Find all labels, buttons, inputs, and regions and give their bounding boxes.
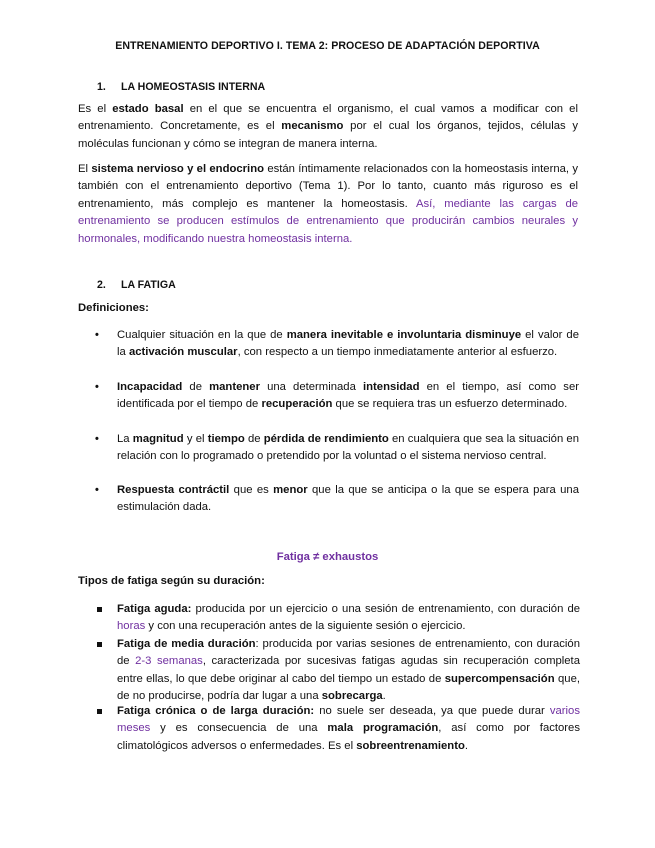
homeostasis-paragraph-2: El sistema nervioso y el endocrino están íntimamente relacionados con la homeostasis interna, y también con el entrenamiento deportivo (Tema 1). Por lo tanto, cuanto más riguroso es el entrenamiento, más complejo es mantener la homeostasis. Así, mediante las cargas de entrenamiento se producen estímulos de entrenamiento que producirán cambios neurales y hormonales, modificando nuestra homeostasis interna.	[78, 163, 579, 245]
fatigue-note: Fatiga ≠ exhaustos	[276, 551, 379, 563]
homeostasis-paragraph-1: Es el estado basal en el que se encuentra el organismo, el cual vamos a modificar con el entrenamiento. Concretamente, es el mecanismo por el cual los órganos, tejidos, células y moléculas funcionan y cómo se integran de manera interna.	[78, 103, 578, 150]
square-bullet-icon	[97, 642, 102, 647]
section-2-title: LA FATIGA	[121, 279, 176, 291]
section-1-heading	[97, 81, 265, 93]
section-2-heading	[97, 279, 176, 291]
highlighted-text: Así, mediante las cargas de entrenamiento se producen estímulos de entrenamiento que producirán cambios neurales y hormonales, modificando nuestra homeostasis interna.	[78, 197, 579, 245]
definitions-label: Definiciones:	[78, 302, 149, 314]
bullet-icon: •	[95, 484, 99, 496]
bullet-icon: •	[95, 381, 99, 393]
bullet-icon: •	[95, 329, 99, 341]
section-2-number: 2.	[97, 279, 106, 291]
section-1-title: LA HOMEOSTASIS INTERNA	[121, 81, 266, 93]
square-bullet-icon	[97, 709, 102, 714]
square-bullet-icon	[97, 607, 102, 612]
fatigue-types-label: Tipos de fatiga según su duración:	[78, 575, 265, 587]
document-page: ENTRENAMIENTO DEPORTIVO I. TEMA 2: PROCESO DE ADAPTACIÓN DEPORTIVA 1. LA HOMEOSTASIS INTERNA Es el estado basal en el que se encuentra el organismo, el cual vamos a modificar con el entrenamiento. Concretamente, es el mecanismo por el cual los órganos, tejidos, células y moléculas funcionan y cómo se integran de manera interna. El sistema nervioso y el endocrino están íntimamente relacionados con la homeostasis interna, y también con el entrenamiento deportivo (Tema 1). Por lo tanto, cuanto más riguroso es el entrenamiento, más complejo es mantener la homeostasis. Así, mediante las cargas de entrenamiento se producen estímulos de entrenamiento que producirán cambios neurales y hormonales, modificando nuestra homeostasis interna. 2. LA FATIGA Definiciones: • Cualquier situación en la que de manera inevitable e involuntaria disminuye el valor de la activación muscular, con respecto a un tiempo inmediatamente anterior al esfuerzo. • Incapacidad de mantener una determinada intensidad en el tiempo, así como ser identificada por el tiempo de recuperación que se requiera tras un esfuerzo determinado. • La magnitud y el tiempo de pérdida de rendimiento en cualquiera que sea la situación en relación con lo programado o pretendido por la voluntad o el sistema nervioso central. • Respuesta contráctil que es menor que la que se anticipa o la que se espera para una estimulación dada. Fatiga ≠ exhaustos Tipos de fatiga según su duración: Fatiga aguda: producida por un ejercicio o una sesión de entrenamiento, con duración de horas y con una recuperación antes de la siguiente sesión o ejercicio. Fatiga de media duración: producida por varias sesiones de entrenamiento, con duración de 2-3 semanas, caracterizada por sucesivas fatigas agudas sin recuperación completa entre ellas, lo que debe originar al cabo del tiempo un estado de supercompensación que, de no producirse, podría dar lugar a una sobrecarga. Fatiga crónica o de larga duración: no suele ser deseada, ya que puede durar varios meses y es consecuencia de una mala programación, así como por factores climatológicos adversos o enfermedades. Es el sobreentrenamiento.	[0, 0, 655, 848]
section-1-number: 1.	[97, 81, 106, 93]
document-title: ENTRENAMIENTO DEPORTIVO I. TEMA 2: PROCESO DE ADAPTACIÓN DEPORTIVA	[115, 40, 540, 52]
bullet-icon: •	[95, 433, 99, 445]
